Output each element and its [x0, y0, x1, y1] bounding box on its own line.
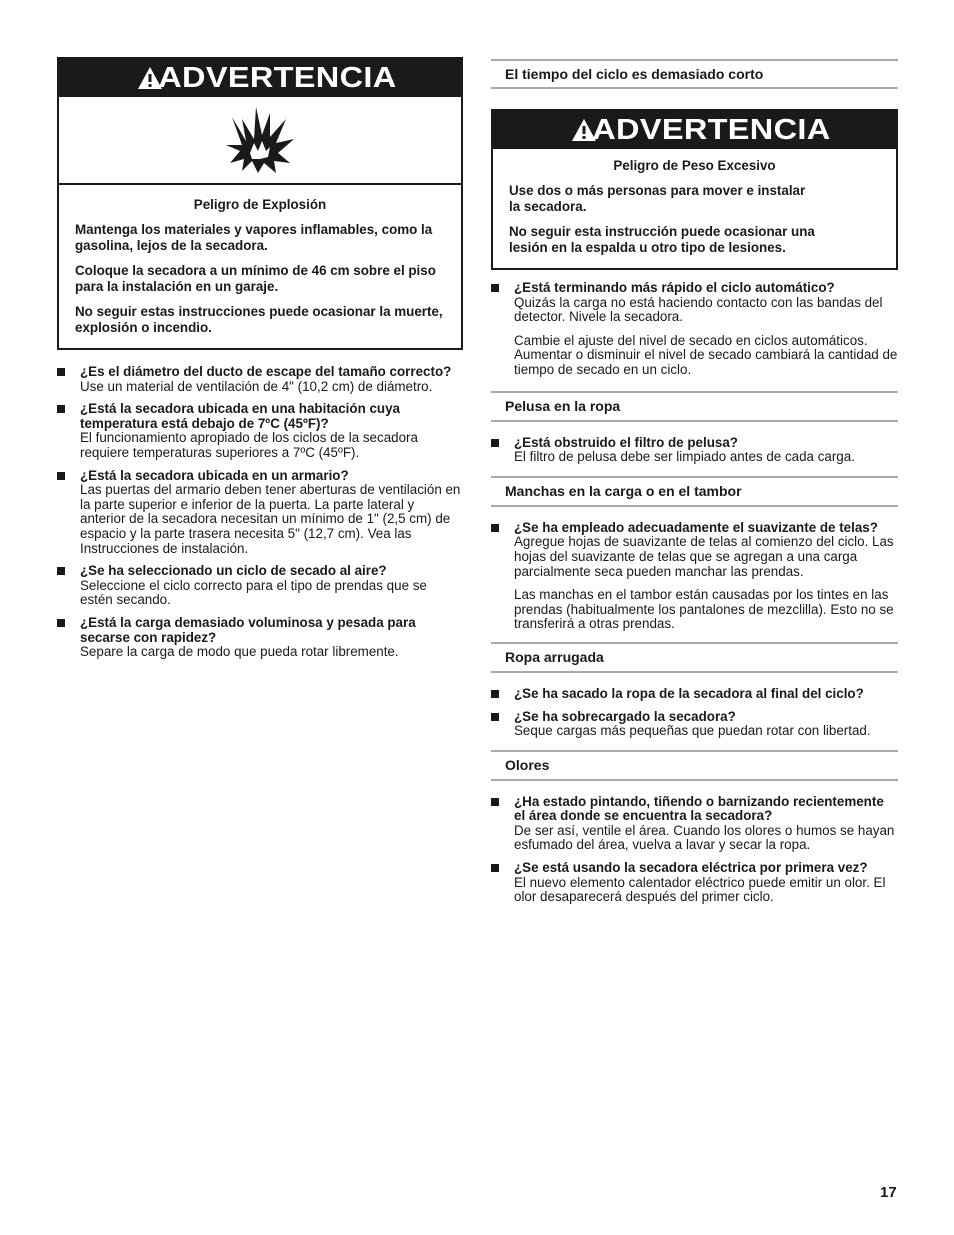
bullet-icon	[57, 619, 65, 627]
warning-title: ADVERTENCIA	[157, 61, 397, 94]
lint-items	[491, 436, 898, 465]
warning-icon-area	[59, 97, 461, 185]
bullet-icon	[491, 439, 499, 447]
item-answer: Agregue hojas de suavizante de telas al comienzo del ciclo. Las hojas del suavizante de telas que se agregan a una carga parcialmente seca pueden manchar las prendas.	[514, 534, 894, 579]
section-header-lint: Pelusa en la ropa	[491, 391, 898, 422]
item-question: ¿Se está usando la secadora eléctrica por primera vez?	[514, 860, 868, 876]
warning-paragraph: Mantenga los materiales y vapores inflamables, como la gasolina, lejos de la secadora.	[75, 222, 433, 253]
warning-heading: Peligro de Peso Excesivo	[613, 158, 776, 173]
bullet-icon	[491, 798, 499, 806]
item-answer: Separe la carga de modo que pueda rotar libremente.	[80, 644, 399, 660]
item-answer: El nuevo elemento calentador eléctrico puede emitir un olor. El olor desaparecerá después del primer ciclo.	[514, 874, 886, 905]
warning-paragraph: Use dos o más personas para mover e instalar la secadora.	[509, 183, 806, 214]
warning-header	[493, 111, 896, 149]
item-question: ¿Es el diámetro del ducto de escape del tamaño correcto?	[80, 364, 452, 379]
list-item	[491, 687, 898, 702]
item-question: ¿Está la secadora ubicada en un armario?	[80, 467, 349, 483]
list-item	[57, 564, 463, 608]
list-item	[57, 469, 463, 557]
item-answer: Seleccione el ciclo correcto para el tipo de prendas que se estén secando.	[80, 577, 427, 608]
list-item	[491, 710, 898, 739]
bullet-icon	[491, 284, 499, 292]
page-number: 17	[880, 1184, 897, 1201]
item-question: ¿Está la secadora ubicada en una habitación cuya temperatura está debajo de 7ºC (45ºF)?	[80, 401, 400, 431]
bullet-icon	[491, 690, 499, 698]
list-item	[57, 616, 463, 660]
section-header-cycle-time: El tiempo del ciclo es demasiado corto	[491, 59, 898, 89]
item-question: ¿Se ha empleado adecuadamente el suavizante de telas?	[514, 519, 878, 535]
item-answer: Las puertas del armario deben tener aberturas de ventilación en la parte superior e inferior de la puerta. La parte lateral y anterior de la secadora necesitan un mínimo de 1" (2,5 cm) de espacio y la parte trasera necesita 5" (12,7 cm). Vea las Instrucciones de instalación.	[80, 482, 461, 556]
warning-paragraph: No seguir esta instrucción puede ocasionar una lesión en la espalda u otro tipo de lesiones.	[509, 224, 815, 255]
item-question: ¿Se ha seleccionado un ciclo de secado al aire?	[80, 563, 387, 579]
warning-body	[493, 149, 896, 268]
list-item	[491, 436, 898, 465]
item-question: ¿Está la carga demasiado voluminosa y pesada para secarse con rapidez?	[80, 614, 416, 645]
item-answer: Quizás la carga no está haciendo contacto con las bandas del detector. Nivele la secadora.	[514, 294, 883, 325]
warning-title: ADVERTENCIA	[592, 113, 831, 146]
cycle-items	[491, 281, 898, 378]
section-header-odors: Olores	[491, 750, 898, 781]
item-answer: El filtro de pelusa debe ser limpiado antes de cada carga.	[514, 449, 855, 465]
odor-items	[491, 795, 898, 905]
right-column	[491, 59, 898, 913]
list-item	[491, 795, 898, 853]
left-column	[57, 57, 463, 668]
item-answer: Use un material de ventilación de 4" (10,2 cm) de diámetro.	[80, 378, 433, 394]
list-item	[491, 861, 898, 905]
item-question: ¿Está terminando más rápido el ciclo automático?	[514, 280, 835, 295]
bullet-icon	[57, 368, 65, 376]
item-question: ¿Está obstruido el filtro de pelusa?	[514, 434, 738, 450]
item-answer: El funcionamiento apropiado de los ciclos de la secadora requiere temperaturas superiores a 7ºC (45ºF).	[80, 430, 418, 460]
warning-paragraph: No seguir estas instrucciones puede ocasionar la muerte, explosión o incendio.	[75, 304, 443, 335]
item-answer: Seque cargas más pequeñas que puedan rotar con libertad.	[514, 723, 871, 739]
weight-warning-box	[491, 109, 898, 270]
item-question: ¿Ha estado pintando, tiñendo o barnizando recientemente el área donde se encuentra la secadora?	[514, 793, 884, 824]
bullet-icon	[491, 524, 499, 532]
warning-header	[59, 59, 461, 97]
bullet-icon	[57, 472, 65, 480]
bullet-icon	[57, 567, 65, 575]
explosion-icon	[224, 105, 296, 175]
section-header-stains: Manchas en la carga o en el tambor	[491, 476, 898, 507]
item-question: ¿Se ha sacado la ropa de la secadora al final del ciclo?	[514, 685, 864, 701]
list-item	[491, 281, 898, 378]
section-header-wrinkled: Ropa arrugada	[491, 642, 898, 673]
list-item	[57, 365, 463, 394]
bullet-icon	[491, 713, 499, 721]
item-answer: De ser así, ventile el área. Cuando los olores o humos se hayan esfumado del área, vuelva a lavar y secar la ropa.	[514, 822, 895, 853]
item-answer: Las manchas en el tambor están causadas por los tintes en las prendas (habitualmente los pantalones de mezclilla). Esto no se transferirá a otras prendas.	[514, 587, 894, 632]
explosion-warning-box	[57, 57, 463, 350]
item-question: ¿Se ha sobrecargado la secadora?	[514, 708, 736, 724]
warning-paragraph: Coloque la secadora a un mínimo de 46 cm sobre el piso para la instalación en un garaje.	[75, 263, 436, 294]
bullet-icon	[57, 405, 65, 413]
wrinkle-items	[491, 687, 898, 739]
warning-body	[59, 185, 461, 348]
left-items	[57, 365, 463, 660]
list-item	[57, 402, 463, 460]
item-answer: Cambie el ajuste del nivel de secado en ciclos automáticos. Aumentar o disminuir el nivel de secado cambiará la cantidad de tiempo de secado en un ciclo.	[514, 332, 898, 377]
list-item	[491, 521, 898, 632]
bullet-icon	[491, 864, 499, 872]
warning-heading: Peligro de Explosión	[193, 197, 327, 212]
stain-items	[491, 521, 898, 632]
